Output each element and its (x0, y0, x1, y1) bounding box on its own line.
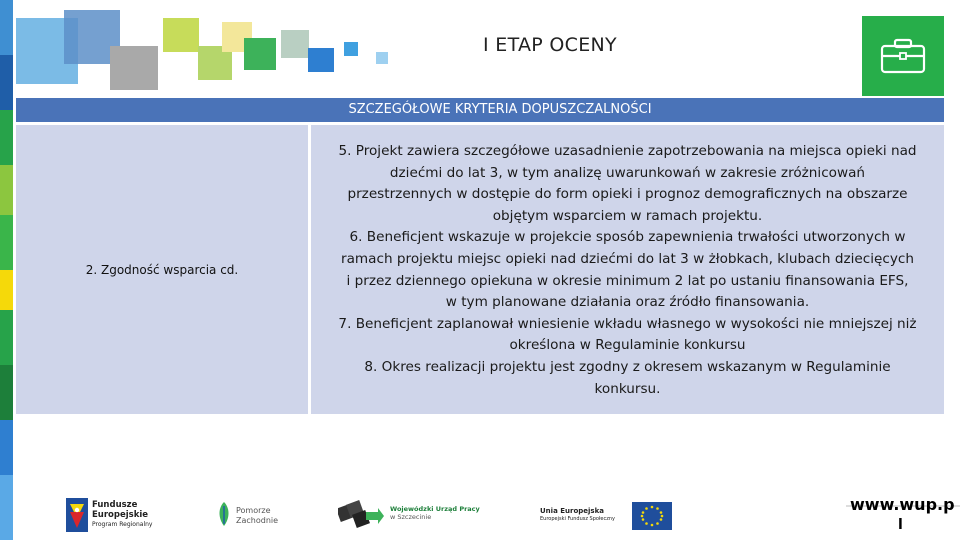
logo-wup-szczecin (338, 500, 488, 530)
pomorze-leaf-icon (216, 500, 232, 528)
deco-square (163, 18, 199, 52)
eu-flag-icon (632, 502, 672, 530)
deco-square (344, 42, 358, 56)
briefcase-icon (880, 38, 926, 74)
fe-emblem-icon (66, 498, 88, 532)
criteria-line: objętym wsparciem w ramach projektu. (492, 207, 763, 224)
footer-logos (0, 490, 960, 540)
ue-text-2: Europejski Fundusz Społeczny (540, 516, 615, 522)
criteria-text (311, 141, 944, 400)
criteria-line: 8. Okres realizacji projektu jest zgodny z okresem wskazanym w Regulaminie (364, 358, 891, 375)
criteria-category-cell (16, 125, 308, 414)
strip-segment (0, 165, 13, 215)
url-cursor-char: l (898, 517, 903, 533)
criteria-description-cell (311, 125, 944, 414)
briefcase-badge (862, 16, 944, 96)
strip-segment (0, 55, 13, 110)
fe-text-1: Fundusze (92, 500, 138, 510)
criteria-table (16, 125, 944, 414)
website-url-box (846, 495, 960, 540)
fe-text-3: Program Regionalny (92, 521, 153, 528)
criteria-line: i przez dziennego opiekuna w okresie minimum 2 lat po ustaniu finansowania EFS, (346, 272, 909, 289)
criteria-line: w tym planowane działania oraz źródło finansowania. (445, 294, 810, 311)
page-title: I ETAP OCENY (483, 34, 617, 56)
criteria-header-bar (16, 98, 944, 122)
criteria-header-text: SZCZEGÓŁOWE KRYTERIA DOPUSZCZALNOŚCI (348, 102, 652, 117)
criteria-line: 6. Beneficjent wskazuje w projekcie sposób zapewnienia trwałości utworzonych w (349, 229, 906, 246)
pomorze-text-1: Pomorze (236, 506, 271, 515)
strip-segment (0, 420, 13, 475)
logo-fundusze-europejskie (66, 496, 166, 536)
logo-unia-europejska (540, 500, 680, 530)
strip-segment (0, 0, 13, 55)
logo-pomorze-zachodnie (216, 500, 286, 532)
strip-segment (0, 310, 13, 365)
wup-text-2: w Szczecinie (390, 513, 432, 521)
pomorze-text-2: Zachodnie (236, 516, 279, 525)
wup-emblem-icon (338, 500, 384, 528)
side-color-strip (0, 0, 13, 540)
strip-segment (0, 365, 13, 420)
deco-square (376, 52, 388, 64)
website-url[interactable]: www.wup.p (850, 495, 955, 514)
strip-segment (0, 270, 13, 310)
criteria-line: konkursu. (594, 380, 661, 397)
fe-text-2: Europejskie (92, 510, 149, 520)
criteria-category-label: 2. Zgodność wsparcia cd. (85, 262, 239, 277)
criteria-line: przestrzennych w dostępie do form opieki i prognoz demograficznych na obszarze (347, 186, 908, 203)
deco-square (110, 46, 158, 90)
wup-text-1: Wojewódzki Urząd Pracy (390, 505, 480, 513)
deco-square (244, 38, 276, 70)
deco-square (281, 30, 309, 58)
strip-segment (0, 215, 13, 270)
criteria-line: dziećmi do lat 3, w tym analizę uwarunkowań w zakresie zróżnicowań (389, 164, 866, 181)
criteria-line: 7. Beneficjent zaplanował wniesienie wkładu własnego w wysokości nie mniejszej niż (338, 315, 917, 332)
deco-square (308, 48, 334, 72)
criteria-line: określona w Regulaminie konkursu (509, 337, 746, 354)
criteria-line: 5. Projekt zawiera szczegółowe uzasadnienie zapotrzebowania na miejsca opieki nad (338, 143, 917, 159)
criteria-line: ramach projektu miejsc opieki nad dziećmi do lat 3 w żłobkach, klubach dziecięcych (341, 250, 914, 267)
strip-segment (0, 110, 13, 165)
ue-text-1: Unia Europejska (540, 507, 604, 515)
